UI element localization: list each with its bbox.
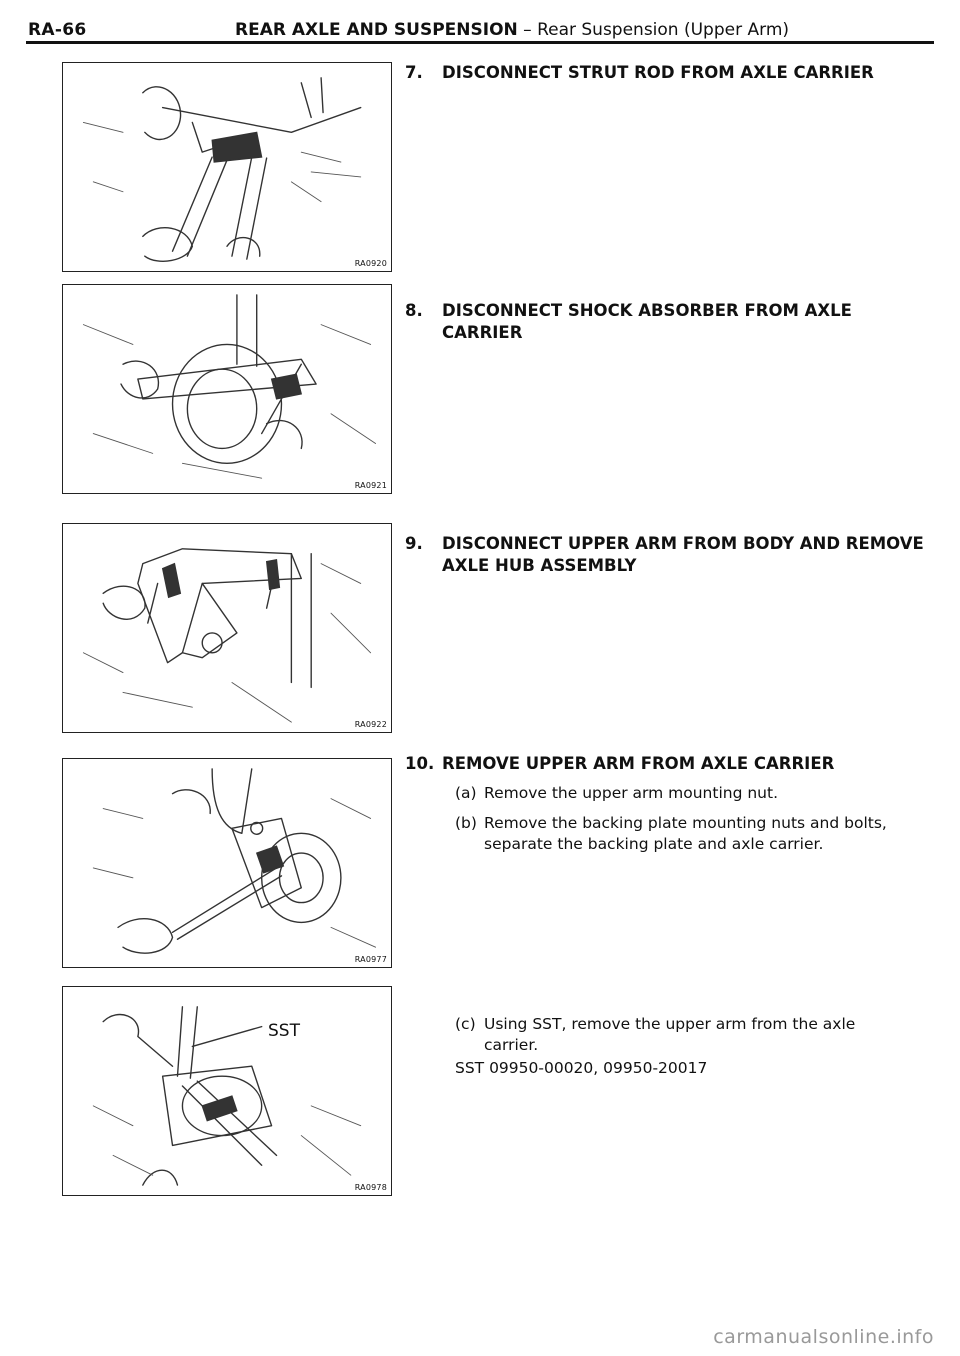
step-9 <box>405 533 925 577</box>
step-number: 8. <box>405 301 423 320</box>
figure-ra0977 <box>62 758 392 968</box>
substep-text <box>484 1014 855 1056</box>
substep-text-line-2: separate the backing plate and axle carrier. <box>484 835 824 853</box>
substep-label: (c) <box>455 1015 476 1033</box>
upper-arm-carrier-illustration <box>63 759 391 967</box>
sst-callout: SST <box>268 1021 300 1041</box>
step-title-line-2: AXLE HUB ASSEMBLY <box>442 556 637 575</box>
step-number: 9. <box>405 534 423 553</box>
upper-arm-illustration <box>63 524 391 732</box>
figure-ra0921 <box>62 284 392 494</box>
figure-code: RA0921 <box>354 481 387 490</box>
header-rule <box>26 41 934 44</box>
substep-b <box>455 813 925 855</box>
wrench-strut-rod-illustration <box>63 63 391 271</box>
substep-text: Remove the upper arm mounting nut. <box>484 784 779 802</box>
figure-ra0922 <box>62 523 392 733</box>
substep-text-line-1: Using SST, remove the upper arm from the axle <box>484 1015 856 1033</box>
figure-code: RA0977 <box>354 955 387 964</box>
step-title: REMOVE UPPER ARM FROM AXLE CARRIER <box>442 754 835 773</box>
section-subtitle: Rear Suspension (Upper Arm) <box>537 20 790 40</box>
step-number: 7. <box>405 63 423 82</box>
substep-label: (a) <box>455 784 477 802</box>
step-10 <box>405 753 925 775</box>
step-title <box>442 533 924 577</box>
step-title: DISCONNECT SHOCK ABSORBER FROM AXLE CARRIER <box>442 301 852 342</box>
step-title-line-1: DISCONNECT UPPER ARM FROM BODY AND REMOVE <box>442 534 924 553</box>
figure-code: RA0922 <box>354 720 387 729</box>
step-7 <box>405 62 925 84</box>
substep-c <box>455 1014 925 1056</box>
substep-text <box>484 813 887 855</box>
section-title: REAR AXLE AND SUSPENSION <box>235 20 518 40</box>
page-title <box>235 20 789 40</box>
figure-ra0920 <box>62 62 392 272</box>
figure-ra0978 <box>62 986 392 1196</box>
sst-part-numbers: SST 09950-00020, 09950-20017 <box>455 1059 708 1077</box>
figure-code: RA0920 <box>354 259 387 268</box>
sst-puller-illustration <box>63 987 391 1195</box>
substep-text-line-1: Remove the backing plate mounting nuts and bolts, <box>484 814 887 832</box>
substep-label: (b) <box>455 814 477 832</box>
wrench-shock-absorber-illustration <box>63 285 391 493</box>
watermark: carmanualsonline.info <box>713 1326 934 1348</box>
step-number: 10. <box>405 754 435 773</box>
page-header <box>28 14 933 42</box>
step-8 <box>405 300 925 344</box>
title-separator: – <box>517 20 538 40</box>
figure-code: RA0978 <box>354 1183 387 1192</box>
step-title: DISCONNECT STRUT ROD FROM AXLE CARRIER <box>442 63 874 82</box>
substep-text-line-2: carrier. <box>484 1036 539 1054</box>
page-number: RA-66 <box>28 20 87 40</box>
substep-a <box>455 783 925 804</box>
